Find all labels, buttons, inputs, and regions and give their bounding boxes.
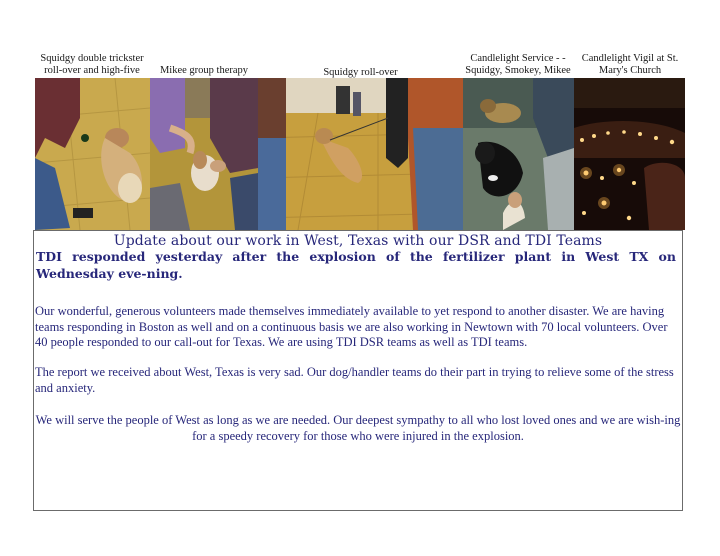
photo-mikee-group-therapy [150, 78, 258, 230]
paragraph-report: The report we received about West, Texas is very sad. Our dog/handler teams do their part in trying to relieve some of the stress and anxiety. [35, 365, 674, 395]
update-subtitle: TDI responded yesterday after the explosion of the fertilizer plant in West TX on Wednesday eve-ning. [36, 249, 676, 281]
paragraph-sympathy: We will serve the people of West as long as we are needed. Our deepest sympathy to all who lost loved ones and we are wish-ing for a speedy recovery for those who were injured in the explosion. [35, 413, 681, 443]
paragraph-volunteers: Our wonderful, generous volunteers made themselves immediately available to yet respond to another disaster. We are having teams responding in Boston as well and on a continuous basis we are also working in Newtown with 70 local volunteers. Over 40 people responded to our call-out for Texas. We are using TDI DSR teams as well as TDI teams. [35, 304, 668, 349]
photo-squidgy-trickster [35, 78, 150, 230]
photo-squidgy-roll-over [258, 78, 463, 230]
photo-caption-5 [574, 53, 686, 77]
caption-line: Mikee group therapy [159, 65, 249, 76]
caption-line: Squidgy double trickster [40, 53, 144, 64]
photo-caption-2 [150, 65, 258, 77]
caption-line: Squidgy, Smokey, Mikee [465, 65, 571, 76]
caption-line: Candlelight Service - - [470, 53, 566, 64]
update-title: Update about our work in West, Texas with our DSR and TDI Teams [113, 233, 603, 249]
caption-line: Candlelight Vigil at St. [581, 53, 679, 64]
photo-candlelight-service [463, 78, 574, 230]
caption-line: Squidgy roll-over [323, 67, 398, 78]
photo-candlelight-vigil [574, 78, 685, 230]
caption-line: Mary's Church [598, 65, 662, 76]
photo-caption-1 [34, 53, 150, 77]
photo-caption-4 [462, 53, 574, 77]
caption-line: roll-over and high-five [44, 65, 140, 76]
update-text-box [33, 230, 683, 511]
